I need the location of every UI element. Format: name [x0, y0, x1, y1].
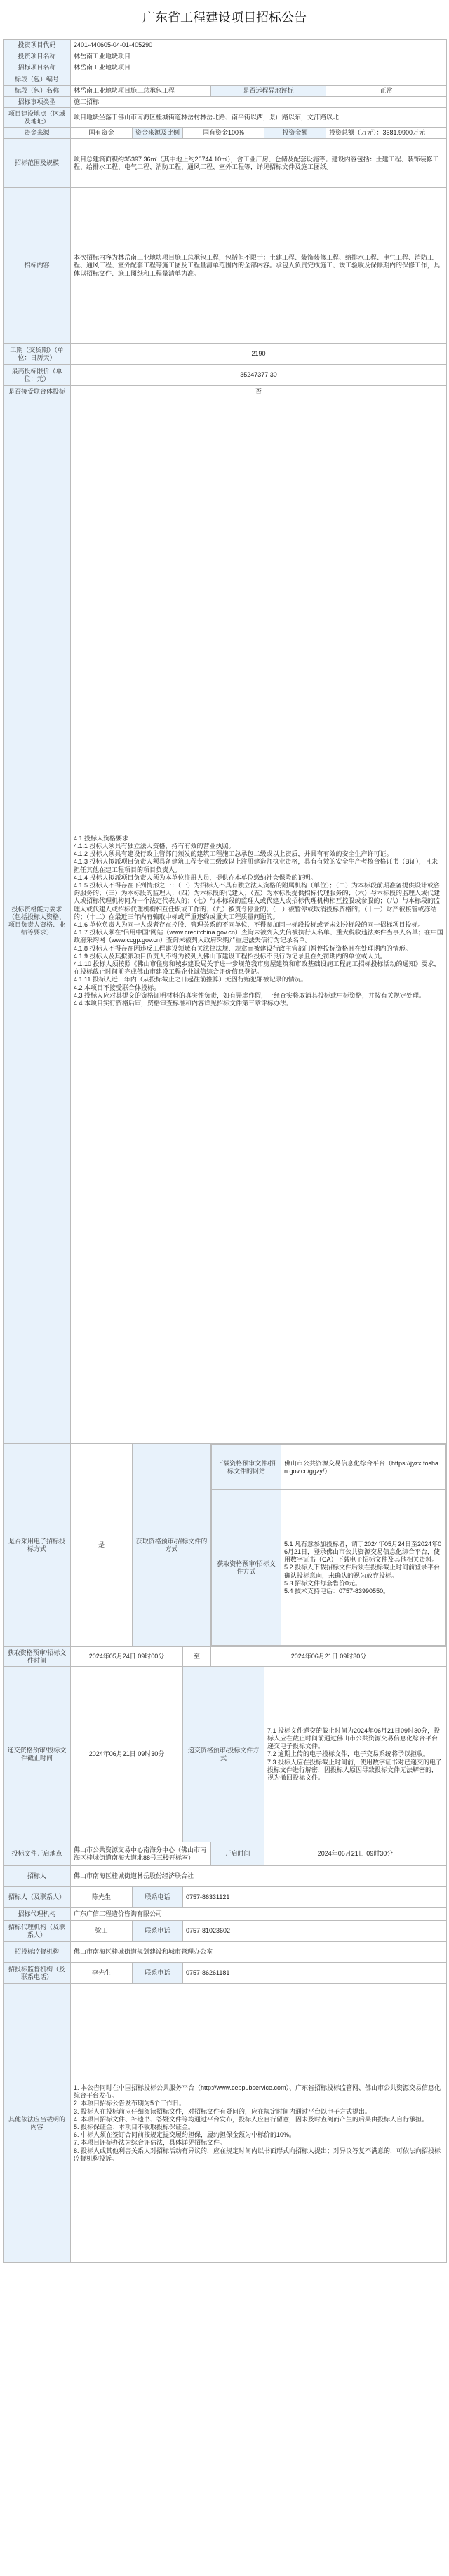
- value-agency-contact: 梁工: [71, 1921, 133, 1942]
- value-section-name: 林岳南工业地块项目施工总承包工程: [71, 85, 211, 96]
- value-agency-phone: 0757-81023602: [183, 1921, 447, 1942]
- value-obtain-time-end: 2024年06月21日 09时30分: [211, 1647, 447, 1667]
- label-submit-deadline: 递交资格预审/投标文件截止时间: [4, 1667, 71, 1842]
- value-download-site[interactable]: 佛山市公共资源交易信息化综合平台（https://jyzx.foshan.gov.cn/ggzy/）: [281, 1445, 446, 1490]
- label-tender-project-name: 招标项目名称: [4, 62, 71, 74]
- label-duration: 工期（交货期）（单位：日历天）: [4, 344, 71, 365]
- label-location: 项目建设地点（区域及地址）: [4, 108, 71, 128]
- value-project-name: 林岳南工业地块项目: [71, 51, 447, 62]
- label-remote-eval: 是否远程异地评标: [211, 85, 326, 96]
- value-supervisor-phone: 0757-86261181: [183, 1963, 447, 1984]
- label-section-no: 标段（包）编号: [4, 74, 71, 85]
- value-submit-text: 7.1 投标文件递交的截止时间为2024年06月21日09时30分，投标人应在截止时间前通过佛山市公共资源交易信息化综合平台递交电子投标文件。 7.2 逾期上传的电子投标文件，电子交易系统将予以拒收。 7.3 投标人应在投标截止时间前，使用数字证书对已递交的电子投标文件进行解密，因投标人原因导致投标文件无法解密的，视为撤回投标文件。: [264, 1667, 447, 1842]
- value-supervisor-contact: 李先生: [71, 1963, 133, 1984]
- label-agency: 招标代理机构: [4, 1908, 71, 1921]
- label-supervisor: 招投标监督机构: [4, 1942, 71, 1963]
- value-tender-project-name: 林岳南工业地块项目: [71, 62, 447, 74]
- value-section-no: [71, 74, 447, 85]
- value-tender-category: 施工招标: [71, 97, 447, 108]
- label-project-code: 投资项目代码: [4, 40, 71, 51]
- label-fund-ratio: 资金来源及比例: [133, 128, 183, 139]
- label-supervisor-phone-title: 联系电话: [133, 1963, 183, 1984]
- value-agency: 广东广信工程造价咨询有限公司: [71, 1908, 447, 1921]
- value-obtain-text: 5.1 凡有意参加投标者，请于2024年05月24日至2024年06月21日，登录佛山市公共资源交易信息化综合平台，使用数字证书（CA）下载电子招标文件及其他相关资料。 5.2 投标人下载招标文件后须在投标截止时间前登录平台确认投标意向，未确认的视为放弃投标。 5.3 招标文件每套售价0元。 5.4 技术支持电话：0757-83990550。: [281, 1490, 446, 1646]
- value-joint-bid: 否: [71, 386, 447, 398]
- label-investment: 投资金额: [264, 128, 326, 139]
- label-tender-category: 招标事项类型: [4, 97, 71, 108]
- label-obtain-method: 获取资格预审/招标文件的方式: [133, 1444, 211, 1647]
- value-scope: 项目总建筑面积约35397.36㎡（其中地上约26744.10㎡），含工业厂房、仓储及配套设施等。建设内容包括：土建工程、装饰装修工程、给排水工程、电气工程、消防工程、通风工程、室外工程等，详见招标文件及施工图纸。: [71, 139, 447, 188]
- value-submit-deadline: 2024年06月21日 09时30分: [71, 1667, 183, 1842]
- value-open-place: 佛山市公共资源交易中心南海分中心（佛山市南海区桂城街道南海大道北88号三楼开标室）: [71, 1842, 211, 1866]
- label-scope: 招标范围及规模: [4, 139, 71, 188]
- value-project-code: 2401-440605-04-01-405290: [71, 40, 447, 51]
- label-tenderer-phone-title: 联系电话: [133, 1887, 183, 1908]
- label-content: 招标内容: [4, 188, 71, 344]
- value-obtain-time-start: 2024年05月24日 09时00分: [71, 1647, 183, 1667]
- label-max-price: 最高投标限价（单位：元）: [4, 365, 71, 386]
- label-open-place: 投标文件开启地点: [4, 1842, 71, 1866]
- value-tenderer-phone: 0757-86331121: [183, 1887, 447, 1908]
- label-obtain-time: 获取资格预审/招标文件时间: [4, 1647, 71, 1667]
- label-qualification: 投标资格能力要求（包括投标人资格、项目负责人资格、业绩等要求）: [4, 398, 71, 1444]
- label-project-name: 投资项目名称: [4, 51, 71, 62]
- value-tenderer-contact: 陈先生: [71, 1887, 133, 1908]
- label-tenderer: 招标人: [4, 1866, 71, 1887]
- value-location: 项目地块坐落于佛山市南海区桂城街道林岳村林岳北路、南平街以西，景山路以东，文沛路以北: [71, 108, 447, 128]
- label-open-time: 开启时间: [211, 1842, 264, 1866]
- announcement-table: [3, 39, 447, 2263]
- value-open-time: 2024年06月21日 09时30分: [264, 1842, 447, 1866]
- value-max-price: 35247377.30: [71, 365, 447, 386]
- label-agency-contact: 招标代理机构（及联系人）: [4, 1921, 71, 1942]
- label-section-name: 标段（包）名称: [4, 85, 71, 96]
- page-title: 广东省工程建设项目招标公告: [142, 11, 307, 25]
- label-electronic: 是否采用电子招标投标方式: [4, 1444, 71, 1647]
- value-investment: 投资总额（万元）：3681.9900万元: [326, 128, 447, 139]
- label-other: 其他依法应当载明的内容: [4, 1984, 71, 2263]
- value-electronic: 是: [71, 1444, 133, 1647]
- value-supervisor: 佛山市南海区桂城街道规划建设和城市管理办公室: [71, 1942, 447, 1963]
- announcement-page: [0, 4, 449, 2576]
- label-obtain-method-inner: 获取资格预审/招标文件方式: [212, 1490, 281, 1646]
- value-content: 本次招标内容为林岳南工业地块项目施工总承包工程，包括但不限于：土建工程、装饰装修工程、给排水工程、电气工程、消防工程、通风工程、室外配套工程等施工图及工程量清单范围内的全部内容。承包人负责完成施工、竣工验收及保修期内的保修工作，具体以招标文件、施工图纸和工程量清单为准。: [71, 188, 447, 344]
- value-other: 1. 本公告同时在中国招标投标公共服务平台（http://www.cebpubservice.com）、广东省招标投标监管网、佛山市公共资源交易信息化综合平台发布。 2. 本项目招标公告发布期为5个工作日。 3. 投标人在投标前应仔细阅读招标文件，对招标文件有疑问的，应在规定时间内通过平台以电子方式提出。 4. 本项目招标文件、补遗书、答疑文件等均通过平台发布，投标人应自行留意，因未及时查阅而产生的后果由投标人自行承担。 5. 投标保证金：本项目不收取投标保证金。 6. 中标人须在签订合同前按规定提交履约担保，履约担保金额为中标价的10%。 7. 本项目评标办法为综合评估法，具体详见招标文件。 8. 投标人或其他利害关系人对招标活动有异议的，应在规定时间内以书面形式向招标人提出；对异议答复不满意的，可依法向招投标监督机构投诉。: [71, 1984, 447, 2263]
- obtain-method-table: [211, 1444, 446, 1646]
- value-fund-ratio: 国有资金100%: [183, 128, 264, 139]
- value-duration: 2190: [71, 344, 447, 365]
- label-download-site: 下载资格预审文件/招标文件的网站: [212, 1445, 281, 1490]
- value-qualification: 4.1 投标人资格要求 4.1.1 投标人须具有独立法人资格，持有有效的营业执照。 4.1.2 投标人须具有建设行政主管部门颁发的建筑工程施工总承包二级或以上资质，并具有有效的安全生产许可证。 4.1.3 投标人拟派项目负责人须具备建筑工程专业二级或以上注册建造师执业资格，具有有效的安全生产考核合格证书（B证），且未担任其他在建工程项目的项目负责人。 4.1.4 投标人拟派项目负责人须为本单位注册人员，提供在本单位缴纳社会保险的证明。 4.1.5 投标人不得存在下列情形之一：（一）为招标人不具有独立法人资格的附属机构（单位）；（二）为本标段前期准备提供设计或咨询服务的；（三）为本标段的监理人；（四）为本标段的代建人；（五）为本标段提供招标代理服务的；（六）与本标段的监理人或代建人或招标代理机构同为一个法定代表人的；（七）与本标段的监理人或代建人或招标代理机构相互控股或参股的；（八）与本标段的监理人或代建人或招标代理机构相互任职或工作的；（九）被责令停业的；（十）被暂停或取消投标资格的；（十一）财产被接管或冻结的；（十二）在最近三年内有骗取中标或严重违约或重大工程质量问题的。 4.1.6 单位负责人为同一人或者存在控股、管理关系的不同单位，不得参加同一标段投标或者未划分标段的同一招标项目投标。 4.1.7 投标人须在“信用中国”网站（www.creditchina.gov.cn）查询未被列入失信被执行人名单、重大税收违法案件当事人名单；在中国政府采购网（www.ccgp.gov.cn）查询未被列入政府采购严重违法失信行为记录名单。 4.1.8 投标人不得存在因违反工程建设领域有关法律法规、规章而被建设行政主管部门暂停投标资格且在处理期内的情形。 4.1.9 投标人及其拟派项目负责人不得为被列入佛山市建设工程招投标不良行为记录且在处罚期内的单位或人员。 4.1.10 投标人须按照《佛山市住房和城乡建设局关于进一步规范我市房屋建筑和市政基础设施工程施工招标投标活动的通知》要求，在投标截止时间前完成佛山市建设工程企业诚信综合评价信息登记。 4.1.11 投标人近三年内（从投标截止之日起往前推算）无因行贿犯罪被记录的情况。 4.2 本项目不接受联合体投标。 4.3 投标人应对其提交的资格证明材料的真实性负责，如有弄虚作假，一经查实将取消其投标或中标资格，并按有关规定处理。 4.4 本项目实行资格后审，资格审查标准和内容详见招标文件第三章评标办法。: [71, 398, 447, 1444]
- label-submit-method: 递交资格预审/投标文件方式: [183, 1667, 264, 1842]
- value-obtain-time-to: 至: [183, 1647, 211, 1667]
- value-remote-eval: 正常: [326, 85, 447, 96]
- label-supervisor-contact: 招投标监督机构（及联系电话）: [4, 1963, 71, 1984]
- label-tenderer-contact: 招标人（及联系人）: [4, 1887, 71, 1908]
- label-joint-bid: 是否接受联合体投标: [4, 386, 71, 398]
- value-tenderer: 佛山市南海区桂城街道林岳股份经济联合社: [71, 1866, 447, 1887]
- value-fund-source: 国有资金: [71, 128, 133, 139]
- label-fund-source: 资金来源: [4, 128, 71, 139]
- label-agency-phone-title: 联系电话: [133, 1921, 183, 1942]
